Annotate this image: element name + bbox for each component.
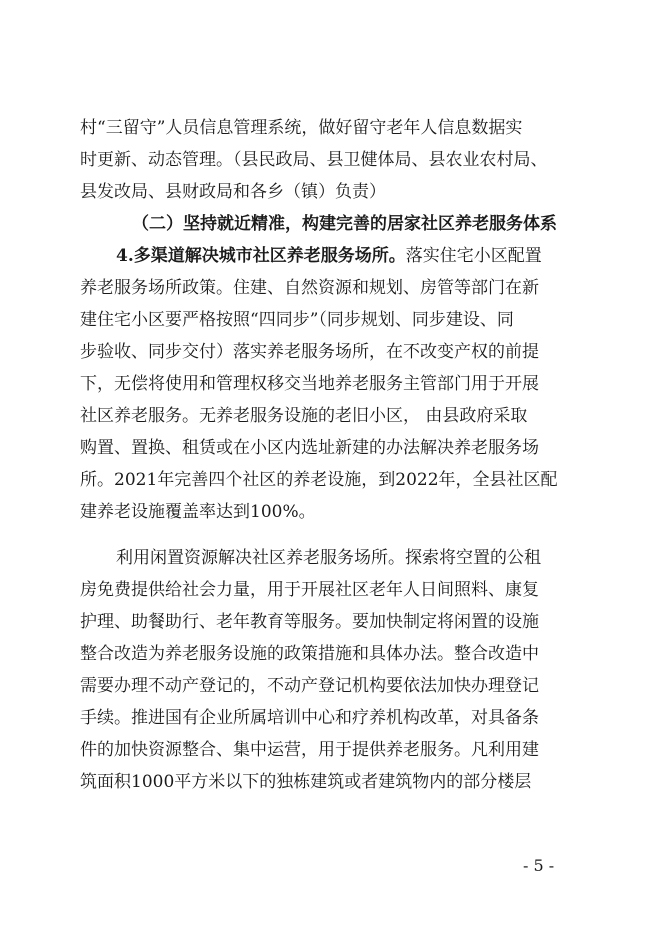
text-line: 步验收、同步交付）落实养老服务场所，在不改变产权的前提 (80, 342, 539, 362)
text-line: 购置、置换、租赁或在小区内选址新建的办法解决养老服务场 (80, 438, 539, 458)
text-line: 需要办理不动产登记的，不动产登记机构要依法加快办理登记 (80, 676, 539, 696)
document-body (80, 112, 580, 798)
text-line: 所。2021年完善四个社区的养老设施，到2022年，全县社区配 (80, 470, 558, 490)
text-line: 房免费提供给社会力量，用于开展社区老年人日间照料、康复 (80, 580, 539, 600)
text-line: 村“三留守”人员信息管理系统，做好留守老年人信息数据实 (80, 118, 523, 138)
text-line: 建住宅小区要严格按照“四同步”（同步规划、同步建设、同 (80, 310, 514, 330)
section-heading: （二）坚持就近精准，构建完善的居家社区养老服务体系 (132, 214, 557, 234)
paragraph-gap (80, 528, 580, 542)
text-line: 手续。推进国有企业所属培训中心和疗养机构改革，对具备条 (80, 708, 539, 728)
text-line: 养老服务场所政策。住建、自然资源和规划、房管等部门在新 (80, 278, 539, 298)
text-line: 护理、助餐助行、老年教育等服务。要加快制定将闲置的设施 (80, 612, 539, 632)
text-line: 利用闲置资源解决社区养老服务场所。探索将空置的公租 (116, 548, 541, 568)
text-line: 筑面积1000平方米以下的独栋建筑或者建筑物内的部分楼层 (80, 772, 532, 792)
text-line: 建养老设施覆盖率达到100%。 (80, 502, 316, 522)
page-number: - 5 - (523, 856, 555, 875)
text-line: 县发改局、县财政局和各乡（镇）负责） (80, 182, 386, 202)
text-line: 时更新、动态管理。（县民政局、县卫健体局、县农业农村局、 (80, 150, 548, 170)
text-line: 整合改造为养老服务设施的政策措施和具体办法。整合改造中 (80, 644, 539, 664)
text-line: 下，无偿将使用和管理权移交当地养老服务主管部门用于开展 (80, 374, 539, 394)
item4-first-line-rest: 落实住宅小区配置 (405, 246, 542, 266)
item4-title: 4.多渠道解决城市社区养老服务场所。 (116, 246, 406, 266)
text-line: 社区养老服务。无养老服务设施的老旧小区， 由县政府采取 (80, 406, 528, 426)
item4-first-line (80, 240, 580, 272)
text-line: 件的加快资源整合、集中运营，用于提供养老服务。凡利用建 (80, 740, 539, 760)
